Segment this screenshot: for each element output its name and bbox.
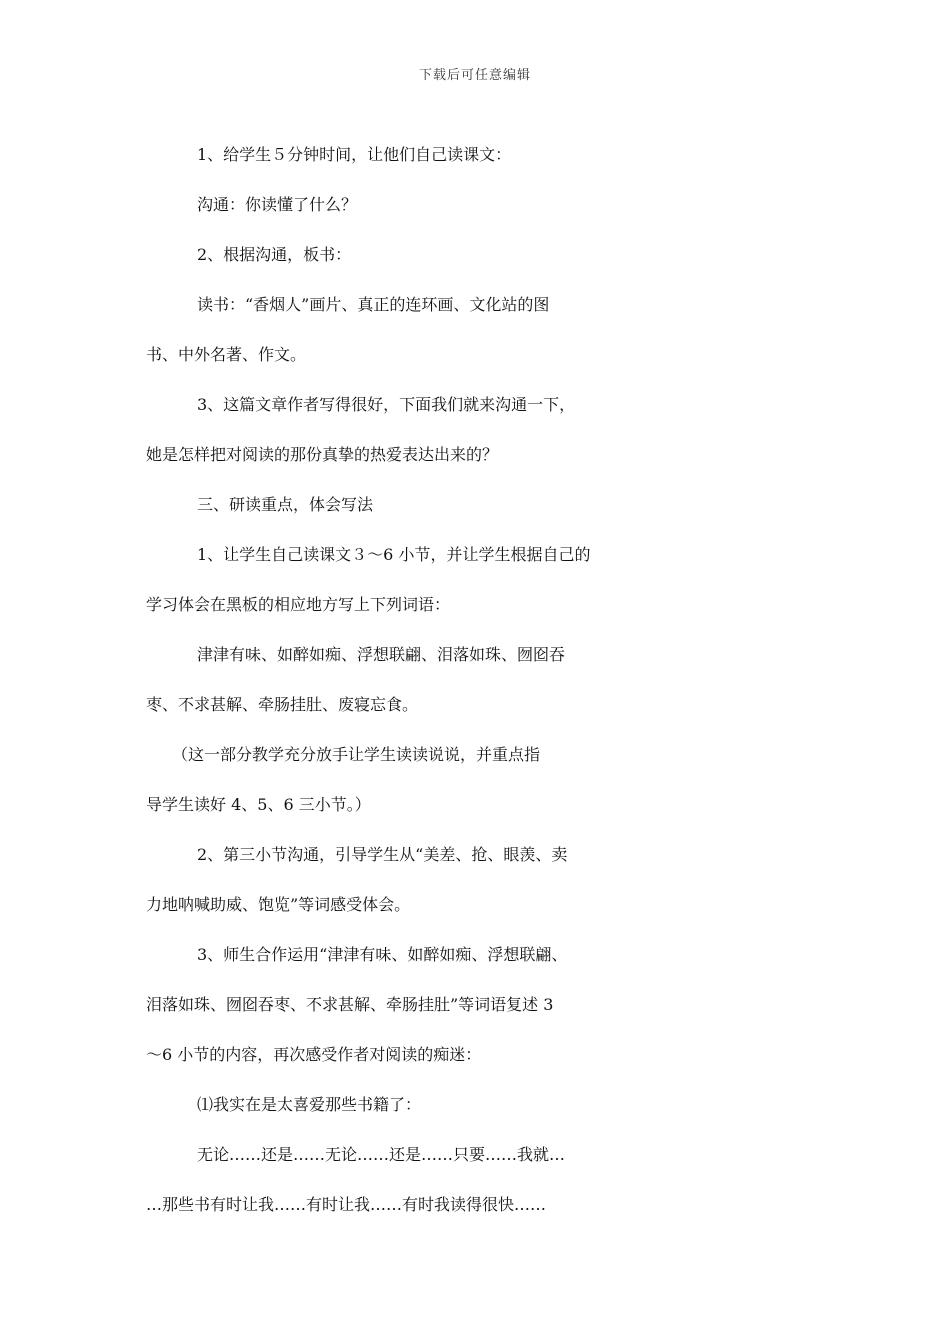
page-header-note: 下载后可任意编辑	[418, 68, 531, 83]
paragraph-line: 2、第三小节沟通，引导学生从“美差、抢、眼羡、卖	[197, 845, 568, 864]
paragraph-line: 力地呐喊助威、饱览”等词感受体会。	[146, 895, 411, 914]
paragraph-line: 学习体会在黑板的相应地方写上下列词语：	[146, 595, 451, 614]
paragraph-line: 导学生读好 4、5、6 三小节。）	[146, 795, 371, 814]
section-heading: 三、研读重点，体会写法	[197, 495, 374, 514]
paragraph-line: 她是怎样把对阅读的那份真挚的热爱表达出来的？	[146, 445, 499, 464]
paragraph-line: ⑴我实在是太喜爱那些书籍了：	[197, 1095, 422, 1114]
document-body	[146, 130, 806, 1230]
paragraph-line: 沟通：你读懂了什么？	[197, 195, 358, 214]
paragraph-line: 书、中外名著、作文。	[146, 345, 307, 364]
paragraph-line: 1、让学生自己读课文３～6 小节，并让学生根据自己的	[197, 545, 591, 564]
paragraph-line: 读书：“香烟人”画片、真正的连环画、文化站的图	[197, 295, 550, 314]
paragraph-line: …那些书有时让我……有时让我……有时我读得很快……	[146, 1195, 547, 1214]
paragraph-line: 泪落如珠、囫囵吞枣、不求甚解、牵肠挂肚”等词语复述 3	[146, 995, 554, 1014]
paragraph-line: 津津有味、如醉如痴、浮想联翩、泪落如珠、囫囵吞	[197, 645, 566, 664]
paragraph-line: 3、这篇文章作者写得很好，下面我们就来沟通一下，	[197, 395, 576, 414]
paragraph-line: 枣、不求甚解、牵肠挂肚、废寝忘食。	[146, 695, 419, 714]
paragraph-line: ～6 小节的内容，再次感受作者对阅读的痴迷：	[146, 1045, 482, 1064]
paragraph-line: （这一部分教学充分放手让学生读读说说，并重点指	[172, 745, 541, 764]
paragraph-line: 无论……还是……无论……还是……只要……我就…	[197, 1145, 566, 1164]
paragraph-line: 2、根据沟通，板书：	[197, 245, 352, 264]
paragraph-line: 3、师生合作运用“津津有味、如醉如痴、浮想联翩、	[197, 945, 568, 964]
paragraph-line: 1、给学生５分钟时间，让他们自己读课文：	[197, 145, 512, 164]
